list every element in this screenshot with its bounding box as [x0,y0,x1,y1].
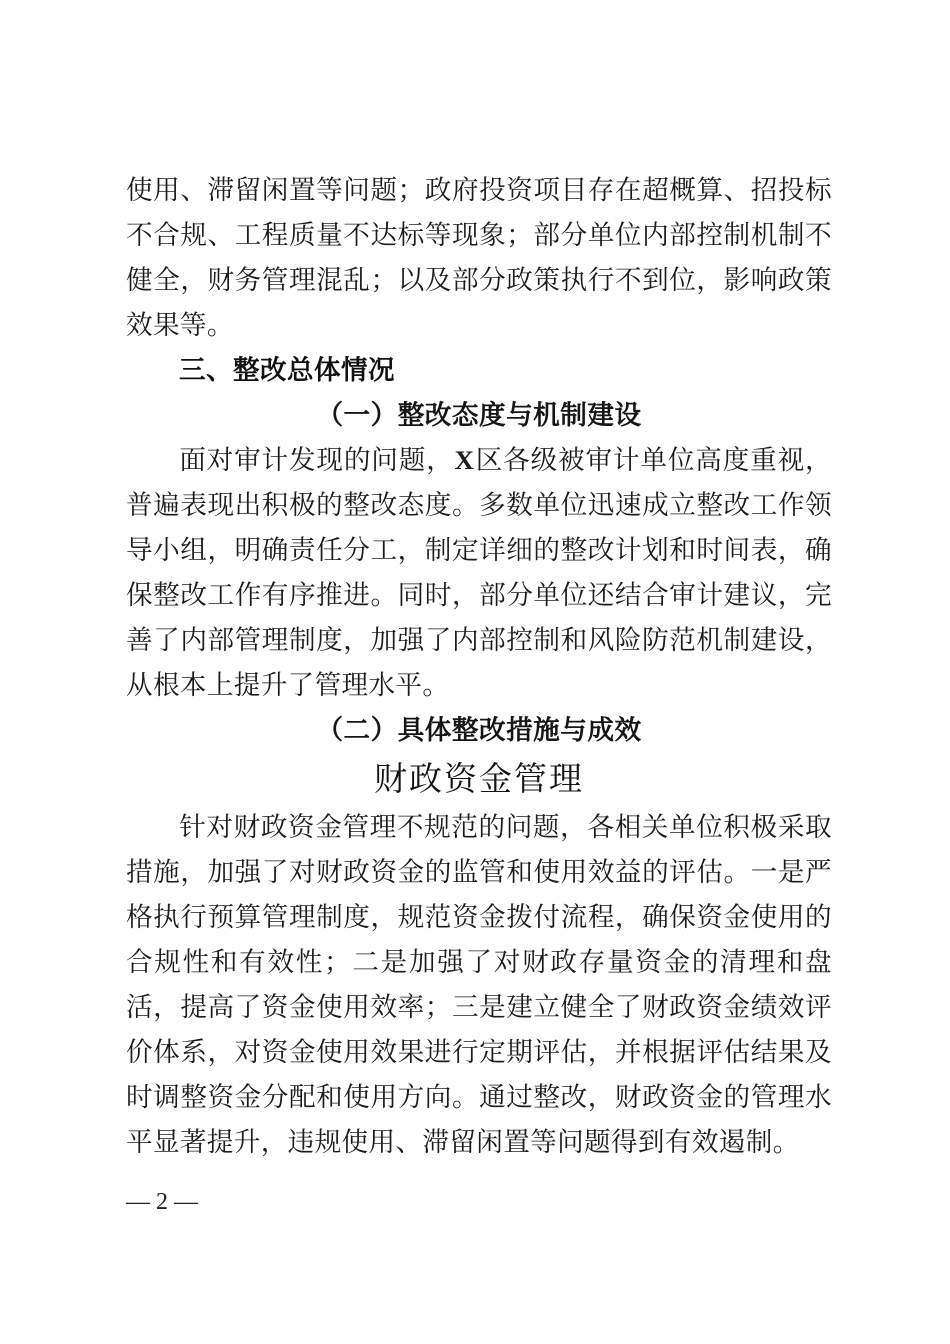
paragraph-text-part-two: 区各级被审计单位高度重视，普遍表现出积极的整改态度。多数单位迅速成立整改工作领导小组，明确责任分工，制定详细的整改计划和时间表，确保整改工作有序推进。同时，部分单位还结合审计建议，完善了内部管理制度，加强了内部控制和风险防范机制建设，从根本上提升了管理水平。 [126,445,832,701]
district-label-x: X [454,445,475,475]
page-number-label: — 2 — [126,1189,198,1215]
page-footer [126,1186,832,1218]
heading-topic-fiscal-fund-management: 财政资金管理 [374,759,584,798]
heading-section-three: 三、整改总体情况 [179,355,395,385]
paragraph-text-part-one: 面对审计发现的问题， [179,445,454,476]
paragraph-fiscal-fund-measures: 针对财政资金管理不规范的问题，各相关单位积极采取措施，加强了对财政资金的监管和使用效益的评估。一是严格执行预算管理制度，规范资金拨付流程，确保资金使用的合规性和有效性；二是加强了对财政存量资金的清理和盘活，提高了资金使用效率；三是建立健全了财政资金绩效评价体系，对资金使用效果进行定期评估，并根据评估结果及时调整资金分配和使用方向。通过整改，财政资金的管理水平显著提升，违规使用、滞留闲置等问题得到有效遏制。 [126,812,832,1158]
heading-subsection-two: （二）具体整改措施与成效 [316,715,642,746]
heading-subsection-one: （一）整改态度与机制建设 [316,400,642,431]
paragraph-continued-from-previous-page: 使用、滞留闲置等问题；政府投资项目存在超概算、招投标不合规、工程质量不达标等现象；部分单位内部控制机制不健全，财务管理混乱；以及部分政策执行不到位，影响政策效果等。 [126,175,832,341]
paragraph-rectification-attitude [126,438,832,708]
page-content [126,168,832,1165]
